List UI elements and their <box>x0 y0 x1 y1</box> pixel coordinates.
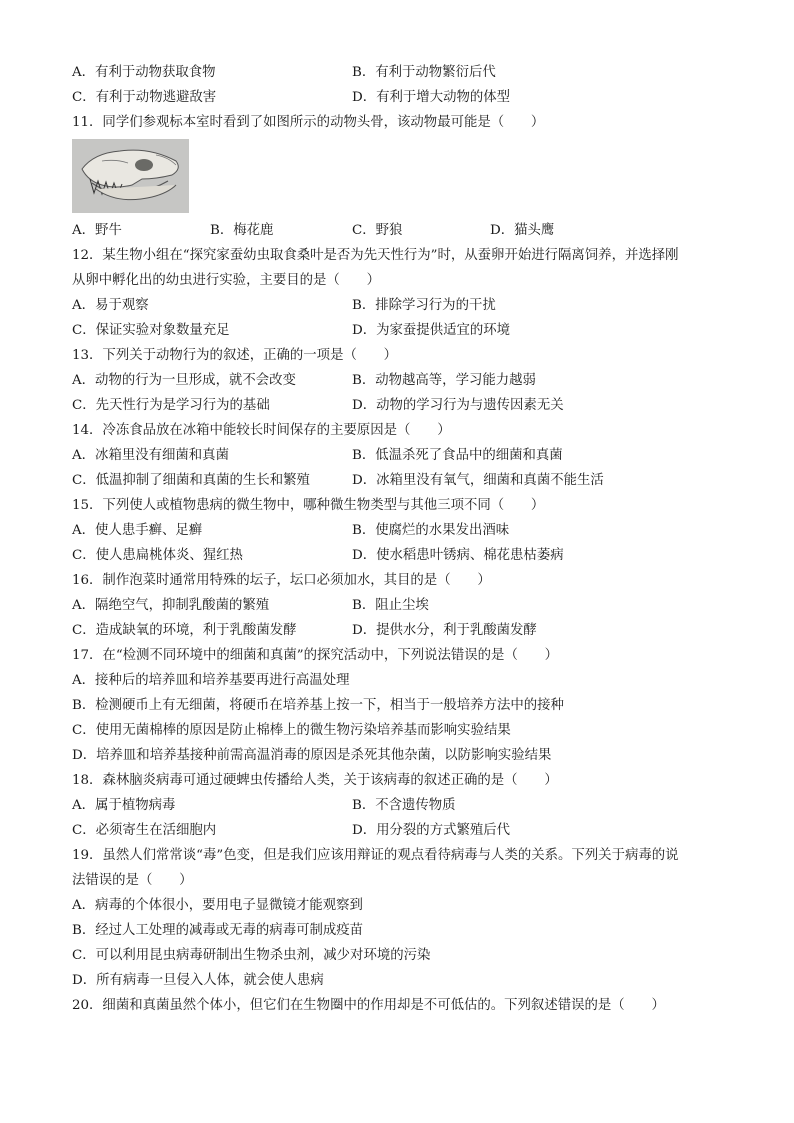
q10-option-a: A．有利于动物获取食物 <box>72 65 216 80</box>
q11-option-a: A．野牛 <box>72 223 122 238</box>
q11-option-c: C．野狼 <box>352 223 403 238</box>
q18-option-b: B．不含遗传物质 <box>352 798 456 813</box>
q17-option-a: A．接种后的培养皿和培养基要再进行高温处理 <box>72 673 350 688</box>
q14-stem: 14．冷冻食品放在冰箱中能较长时间保存的主要原因是（ ） <box>72 423 451 438</box>
q18-stem: 18．森林脑炎病毒可通过硬蜱虫传播给人类，关于该病毒的叙述正确的是（ ） <box>72 773 558 788</box>
q10-option-c: C．有利于动物逃避敌害 <box>72 90 217 105</box>
q13-option-b: B．动物越高等，学习能力越弱 <box>352 373 536 388</box>
q14-option-b: B．低温杀死了食品中的细菌和真菌 <box>352 448 563 463</box>
q15-option-c: C．使人患扁桃体炎、猩红热 <box>72 548 243 563</box>
q19-stem-line-1: 19．虽然人们常常谈“毒”色变，但是我们应该用辩证的观点看待病毒与人类的关系。下列关于病毒的说 <box>72 848 679 863</box>
q18-option-c: C．必须寄生在活细胞内 <box>72 823 217 838</box>
q12-option-c: C．保证实验对象数量充足 <box>72 323 230 338</box>
q13-stem: 13．下列关于动物行为的叙述，正确的一项是（ ） <box>72 348 398 363</box>
animal-skull-image <box>72 139 189 213</box>
q12-option-d: D．为家蚕提供适宜的环境 <box>352 323 511 338</box>
q15-option-a: A．使人患手癣、足癣 <box>72 523 203 538</box>
q19-option-d: D．所有病毒一旦侵入人体，就会使人患病 <box>72 973 324 988</box>
q17-option-c: C．使用无菌棉棒的原因是防止棉棒上的微生物污染培养基而影响实验结果 <box>72 723 511 738</box>
q14-option-a: A．冰箱里没有细菌和真菌 <box>72 448 229 463</box>
q17-option-d: D．培养皿和培养基接种前需高温消毒的原因是杀死其他杂菌，以防影响实验结果 <box>72 748 552 763</box>
q16-option-b: B．阻止尘埃 <box>352 598 429 613</box>
q12-stem-line-2: 从卵中孵化出的幼虫进行实验，主要目的是（ ） <box>72 273 380 288</box>
q19-option-a: A．病毒的个体很小，要用电子显微镜才能观察到 <box>72 898 363 913</box>
q10-option-d: D．有利于增大动物的体型 <box>352 90 511 105</box>
q16-option-a: A．隔绝空气，抑制乳酸菌的繁殖 <box>72 598 270 613</box>
q12-stem-line-1: 12．某生物小组在“探究家蚕幼虫取食桑叶是否为先天性行为”时，从蚕卵开始进行隔离饲养，并选择刚 <box>72 248 679 263</box>
q19-option-b: B．经过人工处理的减毒或无毒的病毒可制成疫苗 <box>72 923 364 938</box>
q16-option-c: C．造成缺氧的环境，利于乳酸菌发酵 <box>72 623 297 638</box>
q11-option-b: B．梅花鹿 <box>210 223 274 238</box>
q19-option-c: C．可以利用昆虫病毒研制出生物杀虫剂，减少对环境的污染 <box>72 948 431 963</box>
q17-option-b: B．检测硬币上有无细菌，将硬币在培养基上按一下，相当于一般培养方法中的接种 <box>72 698 564 713</box>
skull-drawing <box>72 139 189 213</box>
q13-option-c: C．先天性行为是学习行为的基础 <box>72 398 270 413</box>
q16-stem: 16．制作泡菜时通常用特殊的坛子，坛口必须加水，其目的是（ ） <box>72 573 491 588</box>
q13-option-a: A．动物的行为一旦形成，就不会改变 <box>72 373 296 388</box>
q17-stem: 17．在“检测不同环境中的细菌和真菌”的探究活动中，下列说法错误的是（ ） <box>72 648 559 663</box>
q14-option-d: D．冰箱里没有氧气，细菌和真菌不能生活 <box>352 473 604 488</box>
q18-option-a: A．属于植物病毒 <box>72 798 176 813</box>
q12-option-a: A．易于观察 <box>72 298 149 313</box>
q11-option-d: D．猫头鹰 <box>490 223 555 238</box>
q13-option-d: D．动物的学习行为与遗传因素无关 <box>352 398 564 413</box>
q18-option-d: D．用分裂的方式繁殖后代 <box>352 823 511 838</box>
q10-option-b: B．有利于动物繁衍后代 <box>352 65 496 80</box>
q15-option-d: D．使水稻患叶锈病、棉花患枯萎病 <box>352 548 564 563</box>
q12-option-b: B．排除学习行为的干扰 <box>352 298 496 313</box>
q15-stem: 15．下列使人或植物患病的微生物中，哪种微生物类型与其他三项不同（ ） <box>72 498 545 513</box>
q16-option-d: D．提供水分，利于乳酸菌发酵 <box>352 623 537 638</box>
q20-stem: 20．细菌和真菌虽然个体小，但它们在生物圈中的作用却是不可低估的。下列叙述错误的是（ ） <box>72 998 665 1013</box>
q14-option-c: C．低温抑制了细菌和真菌的生长和繁殖 <box>72 473 310 488</box>
q15-option-b: B．使腐烂的水果发出酒味 <box>352 523 510 538</box>
q11-stem: 11．同学们参观标本室时看到了如图所示的动物头骨，该动物最可能是（ ） <box>72 115 545 130</box>
q19-stem-line-2: 法错误的是（ ） <box>72 873 193 888</box>
